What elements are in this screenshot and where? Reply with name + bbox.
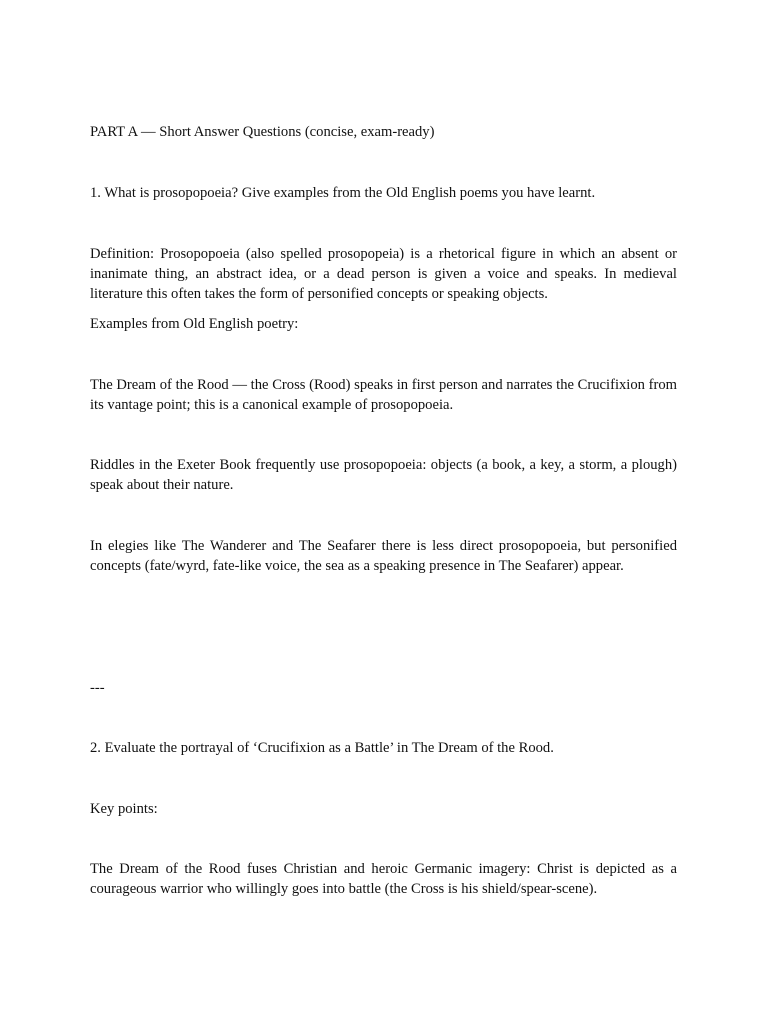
part-heading: PART A — Short Answer Questions (concise, exam-ready)	[90, 124, 435, 140]
q2-point-fusion-imagery: The Dream of the Rood fuses Christian and heroic Germanic imagery: Christ is depicted as a courageous warrior who willingly goes into battle (the Cross is his shield/spear-scene).	[90, 861, 677, 897]
question-2: 2. Evaluate the portrayal of ‘Crucifixion as a Battle’ in The Dream of the Rood.	[90, 740, 554, 756]
q1-example-dream-of-the-rood: The Dream of the Rood — the Cross (Rood) speaks in first person and narrates the Crucifixion from its vantage point; this is a canonical example of prosopopoeia.	[90, 377, 677, 413]
q1-example-exeter-riddles: Riddles in the Exeter Book frequently use prosopopoeia: objects (a book, a key, a storm, a plough) speak about their nature.	[90, 457, 677, 493]
section-separator: ---	[90, 680, 105, 696]
q1-definition: Definition: Prosopopoeia (also spelled prosopopeia) is a rhetorical figure in which an absent or inanimate thing, an abstract idea, or a dead person is given a voice and speaks. In medieval literature this often takes the form of personified concepts or speaking objects.	[90, 246, 677, 302]
question-1: 1. What is prosopopoeia? Give examples from the Old English poems you have learnt.	[90, 185, 596, 201]
q2-key-points-heading: Key points:	[90, 801, 158, 817]
q1-examples-heading: Examples from Old English poetry:	[90, 316, 299, 332]
q1-example-elegies: In elegies like The Wanderer and The Seafarer there is less direct prosopopoeia, but personified concepts (fate/wyrd, fate-like voice, the sea as a speaking presence in The Seafarer) appear.	[90, 538, 677, 574]
